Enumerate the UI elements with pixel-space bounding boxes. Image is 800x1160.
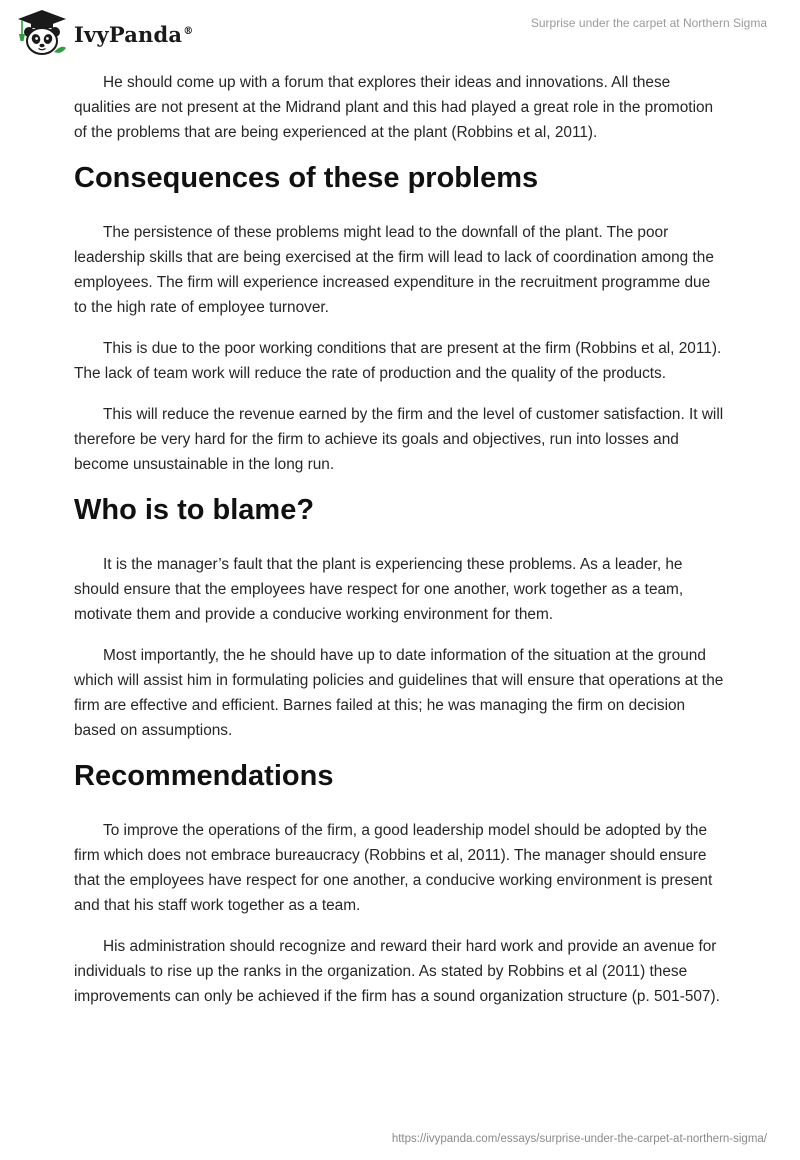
paragraph: This will reduce the revenue earned by the firm and the level of customer satisfaction. It will therefore be very hard for the firm to achieve its goals and objectives, run into losses and become unsustainable in the long run. [74,406,724,473]
source-url-link[interactable]: https://ivypanda.com/essays/surprise-under-the-carpet-at-northern-sigma/ [391,1133,767,1145]
paragraph: It is the manager’s fault that the plant is experiencing these problems. As a leader, he should ensure that the employees have respect for one another, work together as a team, motivate them and provide a conducive working environment for them. [74,556,684,623]
heading-consequences: Consequences of these problems [74,162,539,194]
page-header-title: Surprise under the carpet at Northern Sigma [530,16,767,30]
paragraph: His administration should recognize and reward their hard work and provide an avenue for individuals to rise up the ranks in the organization. As stated by Robbins et al (2011) these improvements can only be achieved if the firm has a sound organization structure (p. 501-507). [74,938,720,1005]
registered-mark: ® [183,25,194,37]
paragraph: This is due to the poor working conditions that are present at the firm (Robbins et al, 2011). The lack of team work will reduce the rate of production and the quality of the products. [74,340,722,382]
essay-content [74,70,726,1025]
logo-wordmark: IvyPanda® [74,21,194,47]
page-header [0,0,800,60]
intro-paragraph: He should come up with a forum that explores their ideas and innovations. All these qualities are not present at the Midrand plant and this had played a great role in the promotion of the problems that are being experienced at the plant (Robbins et al, 2011). [74,74,714,141]
panda-graduate-icon [14,8,70,56]
paragraph: The persistence of these problems might lead to the downfall of the plant. The poor leadership skills that are being exercised at the firm will lead to lack of coordination among the employees. The firm will experience increased expenditure in the recruitment programme due to the high rate of employee turnover. [74,224,714,316]
paragraph: Most importantly, the he should have up to date information of the situation at the ground which will assist him in formulating policies and guidelines that will ensure that operations at the firm are effective and efficient. Barnes failed at this; he was managing the firm on decision based on assumptions. [74,647,724,739]
heading-recommendations: Recommendations [74,760,334,792]
heading-who-is-to-blame: Who is to blame? [74,494,315,526]
paragraph: To improve the operations of the firm, a good leadership model should be adopted by the firm which does not embrace bureaucracy (Robbins et al, 2011). The manager should ensure that the employees have respect for one another, a conducive working environment is present and that his staff work together as a team. [74,822,713,914]
ivypanda-logo[interactable] [14,8,193,56]
